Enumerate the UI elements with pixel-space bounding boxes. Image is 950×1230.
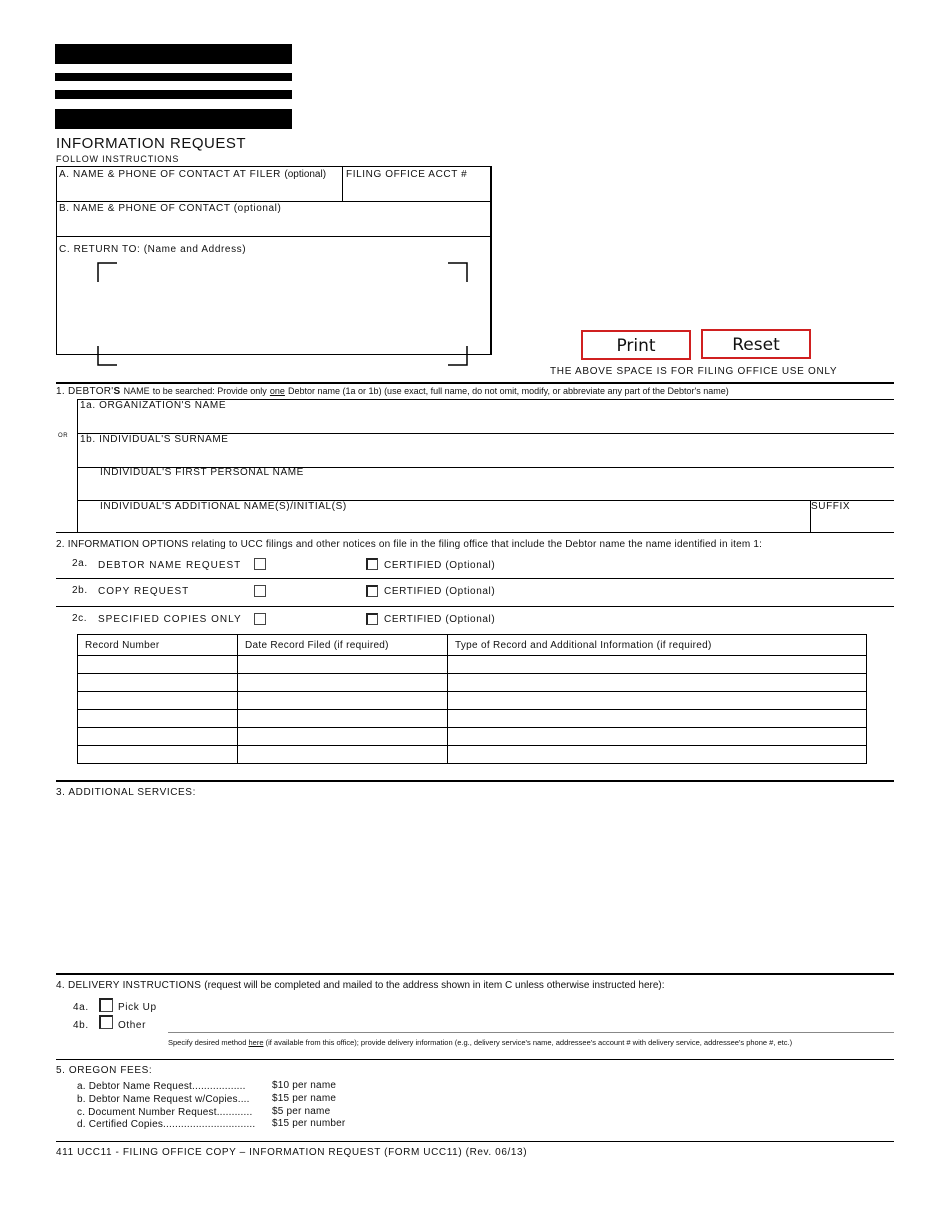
specify-post: (if available from this office); provide delivery information (e.g., delivery service's name, addressee's account # with delivery service, addressee's phone #, etc.) <box>265 1038 793 1047</box>
divider <box>56 606 894 607</box>
fee-price: $5 per name <box>272 1106 331 1117</box>
fee-label: c. Document Number Request............ <box>77 1107 253 1118</box>
table-row[interactable] <box>78 656 867 674</box>
logo-bar <box>55 44 292 64</box>
pick-up-checkbox[interactable] <box>99 998 113 1012</box>
page-subtitle: FOLLOW INSTRUCTIONS <box>56 154 180 164</box>
other-checkbox[interactable] <box>99 1015 113 1029</box>
table-cell[interactable] <box>448 746 867 764</box>
option-4a-num: 4a. <box>73 1002 89 1013</box>
table-cell[interactable] <box>238 746 448 764</box>
reset-button[interactable]: Reset <box>701 329 811 359</box>
first-name-label[interactable]: INDIVIDUAL'S FIRST PERSONAL NAME <box>100 467 304 478</box>
address-corner-tr <box>448 262 468 282</box>
option-2a-label: DEBTOR NAME REQUEST <box>98 560 242 571</box>
table-cell[interactable] <box>238 728 448 746</box>
pick-up-label: Pick Up <box>118 1002 157 1013</box>
table-row[interactable] <box>78 692 867 710</box>
table-cell[interactable] <box>448 674 867 692</box>
table-row[interactable] <box>78 746 867 764</box>
option-2b-label: COPY REQUEST <box>98 586 190 597</box>
table-cell[interactable] <box>448 692 867 710</box>
table-cell[interactable] <box>78 746 238 764</box>
logo-bar <box>55 73 292 81</box>
fee-price: $10 per name <box>272 1080 337 1091</box>
section-divider <box>56 973 894 975</box>
section3-heading: 3. ADDITIONAL SERVICES: <box>56 787 196 798</box>
specified-copies-checkbox[interactable] <box>254 613 266 625</box>
certified-2b-checkbox[interactable] <box>366 585 378 597</box>
certified-2c-checkbox[interactable] <box>366 613 378 625</box>
table-cell[interactable] <box>78 728 238 746</box>
fee-price: $15 per number <box>272 1118 346 1129</box>
surname-label[interactable]: 1b. INDIVIDUAL'S SURNAME <box>80 434 229 445</box>
filer-info-box <box>56 166 492 355</box>
additional-services-field[interactable] <box>56 802 894 970</box>
table-header-row <box>78 635 867 656</box>
section-divider <box>56 780 894 782</box>
option-2a-num: 2a. <box>72 558 88 569</box>
field-c-label[interactable]: C. RETURN TO: (Name and Address) <box>59 244 247 255</box>
table-cell[interactable] <box>238 674 448 692</box>
fee-label: d. Certified Copies............................... <box>77 1119 256 1130</box>
section4-heading-rest: (request will be completed and mailed to the address shown in item C unless otherwise instructed here): <box>204 980 665 991</box>
suffix-label[interactable]: SUFFIX <box>811 501 851 512</box>
debtor-name-request-checkbox[interactable] <box>254 558 266 570</box>
section5-heading: 5. OREGON FEES: <box>56 1065 153 1076</box>
certified-2c-label: CERTIFIED (Optional) <box>384 614 496 625</box>
divider <box>56 578 894 579</box>
section2-heading: 2. INFORMATION OPTIONS relating to UCC filings and other notices on file in the filing office that include the Debtor name the name identified in item 1: <box>56 539 763 550</box>
specify-pre: Specify desired method <box>168 1038 247 1047</box>
table-cell[interactable] <box>78 674 238 692</box>
field-a-optional: (optional) <box>284 169 327 180</box>
table-cell[interactable] <box>238 656 448 674</box>
section-divider <box>56 532 894 533</box>
section-divider <box>56 382 894 384</box>
org-name-label[interactable]: 1a. ORGANIZATION'S NAME <box>80 400 227 411</box>
divider <box>56 201 491 202</box>
section4-heading-text: 4. DELIVERY INSTRUCTIONS <box>56 980 202 991</box>
delivery-method-line[interactable] <box>168 1032 894 1033</box>
section1-heading-s: S <box>113 386 121 397</box>
option-4b-num: 4b. <box>73 1020 89 1031</box>
section1-heading-rest1: to be searched: Provide only <box>152 386 267 396</box>
fee-label: b. Debtor Name Request w/Copies.... <box>77 1094 250 1105</box>
specify-here: here <box>248 1038 264 1047</box>
field-a-label[interactable] <box>59 169 326 180</box>
address-corner-tl <box>97 262 117 282</box>
records-table <box>77 634 867 764</box>
certified-2b-label: CERTIFIED (Optional) <box>384 586 496 597</box>
option-2c-num: 2c. <box>72 613 88 624</box>
section4-heading <box>56 980 665 991</box>
print-button[interactable]: Print <box>581 330 691 360</box>
section-divider <box>56 1059 894 1060</box>
logo-bar <box>55 90 292 99</box>
option-2b-num: 2b. <box>72 585 88 596</box>
section1-heading-name: NAME <box>123 386 150 396</box>
section1-heading-rest2: Debtor name (1a or 1b) (use exact, full name, do not omit, modify, or abbreviate any part of the Debtor's name) <box>288 386 729 396</box>
delivery-instructions-note <box>168 1038 792 1047</box>
field-b-label[interactable]: B. NAME & PHONE OF CONTACT (optional) <box>59 203 282 214</box>
other-label: Other <box>118 1020 147 1031</box>
table-cell[interactable] <box>238 710 448 728</box>
fee-label: a. Debtor Name Request.................. <box>77 1081 246 1092</box>
or-label: OR <box>58 433 69 439</box>
table-cell[interactable] <box>238 692 448 710</box>
divider <box>342 166 343 201</box>
col-date-filed: Date Record Filed (if required) <box>238 635 448 656</box>
option-2c-label: SPECIFIED COPIES ONLY <box>98 614 242 625</box>
page-title: INFORMATION REQUEST <box>56 135 247 152</box>
table-cell[interactable] <box>78 656 238 674</box>
col-record-number: Record Number <box>78 635 238 656</box>
copy-request-checkbox[interactable] <box>254 585 266 597</box>
table-row[interactable] <box>78 728 867 746</box>
table-cell[interactable] <box>448 710 867 728</box>
divider <box>77 399 78 532</box>
additional-names-label[interactable]: INDIVIDUAL'S ADDITIONAL NAME(S)/INITIAL(S) <box>100 501 347 512</box>
table-cell[interactable] <box>78 692 238 710</box>
form-footer: 411 UCC11 - FILING OFFICE COPY – INFORMATION REQUEST (FORM UCC11) (Rev. 06/13) <box>56 1147 528 1158</box>
address-corner-bl <box>97 346 117 366</box>
col-record-type: Type of Record and Additional Information (if required) <box>448 635 867 656</box>
certified-2a-label: CERTIFIED (Optional) <box>384 560 496 571</box>
field-a-label-text: A. NAME & PHONE OF CONTACT AT FILER <box>59 169 281 180</box>
section1-heading-one: one <box>269 386 285 396</box>
table-cell[interactable] <box>78 710 238 728</box>
section1-heading <box>56 386 729 397</box>
footer-divider <box>56 1141 894 1142</box>
table-cell[interactable] <box>448 728 867 746</box>
table-row[interactable] <box>78 674 867 692</box>
divider <box>56 236 491 237</box>
filing-office-acct-label[interactable]: FILING OFFICE ACCT # <box>346 169 468 180</box>
logo-bar <box>55 109 292 129</box>
certified-2a-checkbox[interactable] <box>366 558 378 570</box>
fee-price: $15 per name <box>272 1093 337 1104</box>
section1-heading-num: 1. DEBTOR' <box>56 386 114 397</box>
address-corner-br <box>448 346 468 366</box>
table-cell[interactable] <box>448 656 867 674</box>
table-row[interactable] <box>78 710 867 728</box>
filing-office-note: THE ABOVE SPACE IS FOR FILING OFFICE USE ONLY <box>550 366 838 377</box>
